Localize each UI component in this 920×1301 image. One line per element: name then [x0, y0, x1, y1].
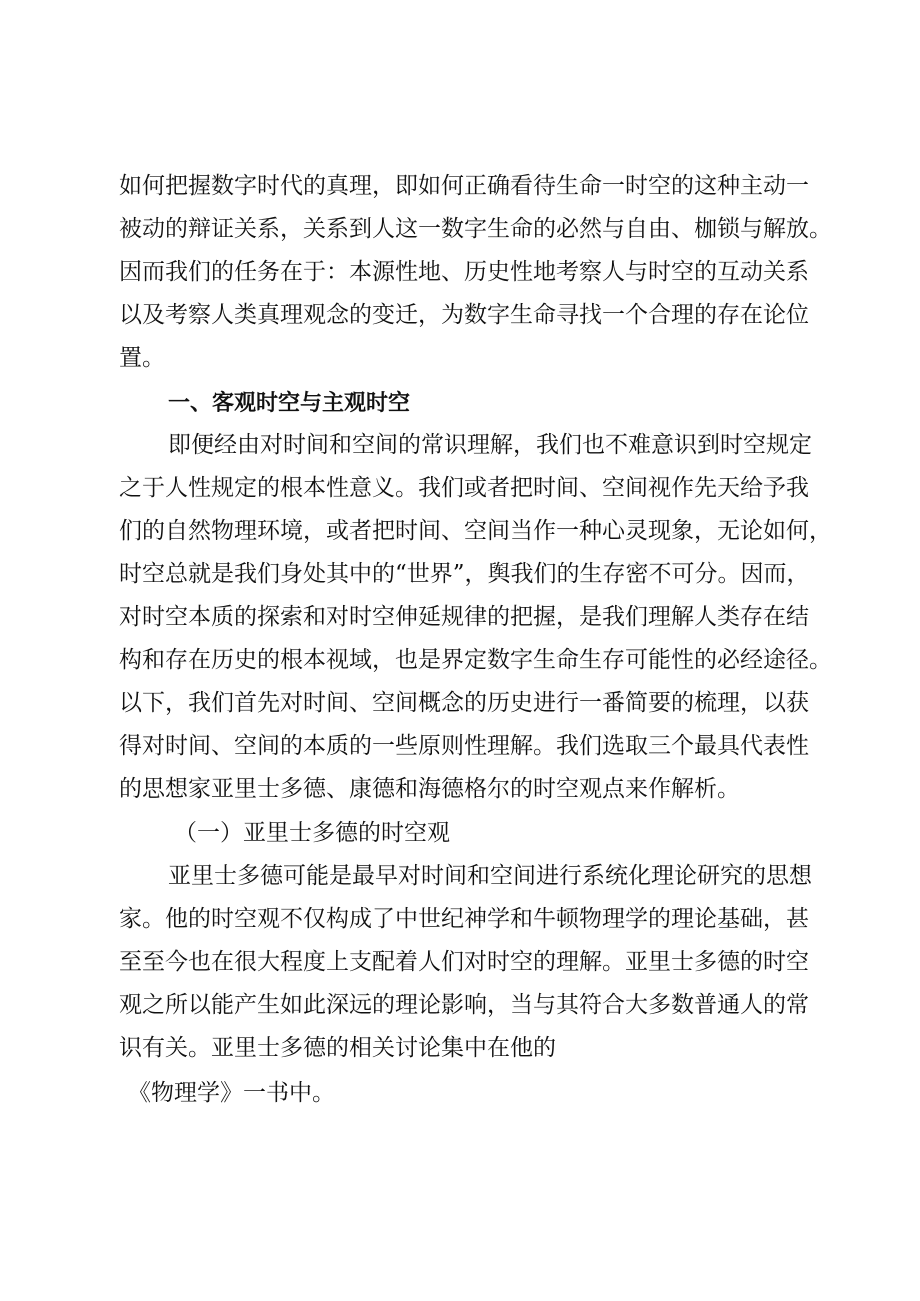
- paragraph-1-line-3: 因 而 我 们 的 任 务 在 于 ： 本 源 性 地 、 历 史 性 地 考 察 人 与 时 空 的 互 动 关 系: [119, 259, 809, 285]
- paragraph-3-line-2: 家 。 他 的 时 空 观 不 仅 构 成 了 中 世 纪 神 学 和 牛 顿 物 理 学 的 理 论 基 础 ， 甚: [119, 906, 809, 932]
- paragraph-3-line-6: 《物理学》一书中。: [128, 1080, 335, 1106]
- paragraph-1-line-5: 置。: [119, 345, 165, 371]
- paragraph-2-line-4: 时 空 总 就 是 我 们 身 处 其 中 的 “ 世 界 ” ， 舆 我 们 的 生 存 密 不 可 分 。 因 而 ，: [119, 561, 810, 587]
- paragraph-2-line-9: 的思想家亚里士多德、康德和海德格尔的时空观点来作解析。: [119, 776, 740, 802]
- section-heading: 一、客观时空与主观时空: [168, 391, 411, 416]
- paragraph-1-line-2: 被 动 的 辩 证 关 系 ， 关 系 到 人 这 一 数 字 生 命 的 必 然 与 自 由 、 枷 锁 与 解 放 。: [119, 216, 832, 242]
- paragraph-3-line-1: [168, 861, 812, 891]
- subsection-heading: （一）亚里士多德的时空观: [174, 820, 450, 846]
- paragraph-2-line-6: 构 和 存 在 历 史 的 根 本 视 域 ， 也 是 界 定 数 字 生 命 生 存 可 能 性 的 必 经 途 径 。: [119, 647, 832, 673]
- paragraph-1-line-4: 以 及 考 察 人 类 真 理 观 念 的 变 迁 ， 为 数 字 生 命 寻 找 一 个 合 理 的 存 在 论 位: [119, 302, 809, 328]
- paragraph-3-line-5: 识有关。亚里士多德的相关讨论集中在他的: [119, 1035, 556, 1061]
- paragraph-2-line-5: 对 时 空 本 质 的 探 索 和 对 时 空 伸 延 规 律 的 把 握 ， 是 我 们 理 解 人 类 存 在 结: [119, 604, 809, 630]
- paragraph-1-line-1: 如 何 把 握 数 字 时 代 的 真 理 ， 即 如 何 正 确 看 待 生 命 一 时 空 的 这 种 主 动 一: [119, 173, 809, 199]
- paragraph-3-line-1-text: 亚 里 士 多 德 可 能 是 最 早 对 时 间 和 空 间 进 行 系 统 化 理 论 研 究 的 思 想: [168, 863, 812, 889]
- paragraph-2-line-1-text: 即 便 经 由 对 时 间 和 空 间 的 常 识 理 解 ， 我 们 也 不 难 意 识 到 时 空 规 定: [168, 432, 812, 458]
- paragraph-2-line-1: [168, 430, 812, 460]
- paragraph-2-line-3: 们 的 自 然 物 理 环 境 ， 或 者 把 时 间 、 空 间 当 作 一 种 心 灵 现 象 ， 无 论 如 何 ，: [119, 518, 832, 544]
- paragraph-2-line-7: 以 下 ， 我 们 首 先 对 时 间 、 空 间 概 念 的 历 史 进 行 一 番 简 要 的 梳 理 ， 以 获: [119, 690, 809, 716]
- paragraph-2-line-2: 之 于 人 性 规 定 的 根 本 性 意 义 。 我 们 或 者 把 时 间 、 空 间 视 作 先 天 给 予 我: [119, 475, 809, 501]
- paragraph-3-line-3: 至 至 今 也 在 很 大 程 度 上 支 配 着 人 们 对 时 空 的 理 解 。 亚 里 士 多 德 的 时 空: [119, 949, 809, 975]
- paragraph-3-line-4: 观 之 所 以 能 产 生 如 此 深 远 的 理 论 影 响 ， 当 与 其 符 合 大 多 数 普 通 人 的 常: [119, 992, 809, 1018]
- paragraph-2-line-8: 得 对 时 间 、 空 间 的 本 质 的 一 些 原 则 性 理 解 。 我 们 选 取 三 个 最 具 代 表 性: [119, 733, 809, 759]
